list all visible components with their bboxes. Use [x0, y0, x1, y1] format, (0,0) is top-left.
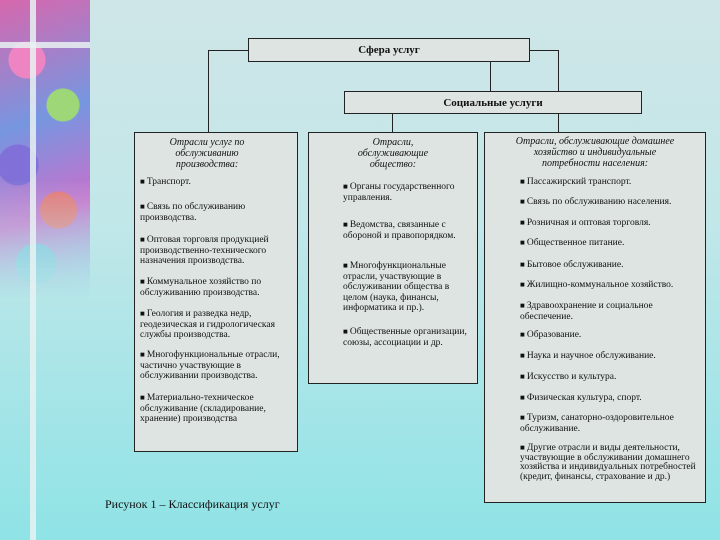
list-item: ■ Связь по обслуживанию производства.	[140, 202, 246, 223]
list-item: ■ Ведомства, связанные с обороной и правопорядком.	[343, 220, 456, 241]
bullet-icon: ■	[140, 177, 145, 186]
bullet-icon: ■	[520, 443, 525, 452]
list-item: ■ Многофункциональные отрасли, участвующие в обслуживании общества в целом (наука, финансы, информатика и пр.).	[343, 261, 450, 313]
list-item: ■ Физическая культура, спорт.	[520, 393, 642, 403]
connector	[208, 50, 209, 132]
list-item: ■ Наука и научное обслуживание.	[520, 351, 656, 361]
list-item: ■ Другие отрасли и виды деятельности, участвующие в обслуживании домашнего хозяйства и индивидуальных потребностей (кредит, финансы, страхование и др.)	[520, 443, 696, 482]
list-item: ■ Искусство и культура.	[520, 372, 617, 382]
list-item: ■ Общественное питание.	[520, 238, 625, 248]
bullet-icon: ■	[520, 280, 525, 289]
list-item: ■ Пассажирский транспорт.	[520, 177, 632, 187]
bullet-icon: ■	[140, 309, 145, 318]
list-item: ■ Транспорт.	[140, 177, 191, 187]
decorative-vertical-stripe	[30, 0, 36, 540]
bullet-icon: ■	[520, 413, 525, 422]
bullet-icon: ■	[343, 220, 348, 229]
bullet-icon: ■	[140, 202, 145, 211]
bullet-icon: ■	[140, 235, 145, 244]
bullet-icon: ■	[520, 393, 525, 402]
services-sphere-label: Сфера услуг	[358, 44, 420, 56]
bullet-icon: ■	[343, 327, 348, 336]
bullet-icon: ■	[343, 261, 348, 270]
list-item: ■ Многофункциональные отрасли, частично участвующие в обслуживании производства.	[140, 350, 280, 381]
list-item: ■ Материально-техническое обслуживание (складирование, хранение) производства	[140, 393, 266, 424]
bullet-icon: ■	[140, 393, 145, 402]
connector	[208, 50, 248, 51]
connector	[530, 50, 558, 51]
list-item: ■ Связь по обслуживанию населения.	[520, 197, 672, 207]
bullet-icon: ■	[343, 182, 348, 191]
list-item: ■ Коммунальное хозяйство по обслуживанию производства.	[140, 277, 262, 298]
bullet-icon: ■	[520, 260, 525, 269]
social-services-box	[344, 91, 642, 114]
list-item: ■ Оптовая торговля продукцией производственно-технического назначения производства.	[140, 235, 269, 266]
list-item: ■ Розничная и оптовая торговля.	[520, 218, 651, 228]
figure-caption: Рисунок 1 – Классификация услуг	[105, 497, 280, 511]
bullet-icon: ■	[520, 238, 525, 247]
list-item: ■ Жилищно-коммунальное хозяйство.	[520, 280, 674, 290]
connector	[490, 62, 491, 92]
bullet-icon: ■	[520, 218, 525, 227]
column-heading-household: Отрасли, обслуживающие домашнее хозяйство и индивидуальные потребности населения:	[515, 136, 675, 169]
column-heading-society: Отрасли, обслуживающие общество:	[357, 137, 429, 170]
list-item: ■ Органы государственного управления.	[343, 182, 455, 203]
connector	[392, 113, 393, 132]
bullet-icon: ■	[520, 330, 525, 339]
bullet-icon: ■	[140, 277, 145, 286]
bullet-icon: ■	[140, 350, 145, 359]
list-item: ■ Здравоохранение и социальное обеспечение.	[520, 301, 653, 322]
list-item: ■ Общественные организации, союзы, ассоциации и др.	[343, 327, 467, 348]
list-item: ■ Туризм, санаторно-оздоровительное обслуживание.	[520, 413, 674, 434]
bullet-icon: ■	[520, 301, 525, 310]
bullet-icon: ■	[520, 351, 525, 360]
bullet-icon: ■	[520, 177, 525, 186]
services-sphere-box	[248, 38, 530, 62]
list-item: ■ Геология и разведка недр, геодезическая и гидрологическая службы производства.	[140, 309, 275, 340]
decorative-horizontal-stripe	[0, 42, 90, 48]
social-services-label: Социальные услуги	[443, 96, 543, 109]
column-heading-production: Отрасли услуг по обслуживанию производства:	[169, 137, 245, 170]
bullet-icon: ■	[520, 197, 525, 206]
list-item: ■ Образование.	[520, 330, 582, 340]
list-item: ■ Бытовое обслуживание.	[520, 260, 624, 270]
bullet-icon: ■	[520, 372, 525, 381]
